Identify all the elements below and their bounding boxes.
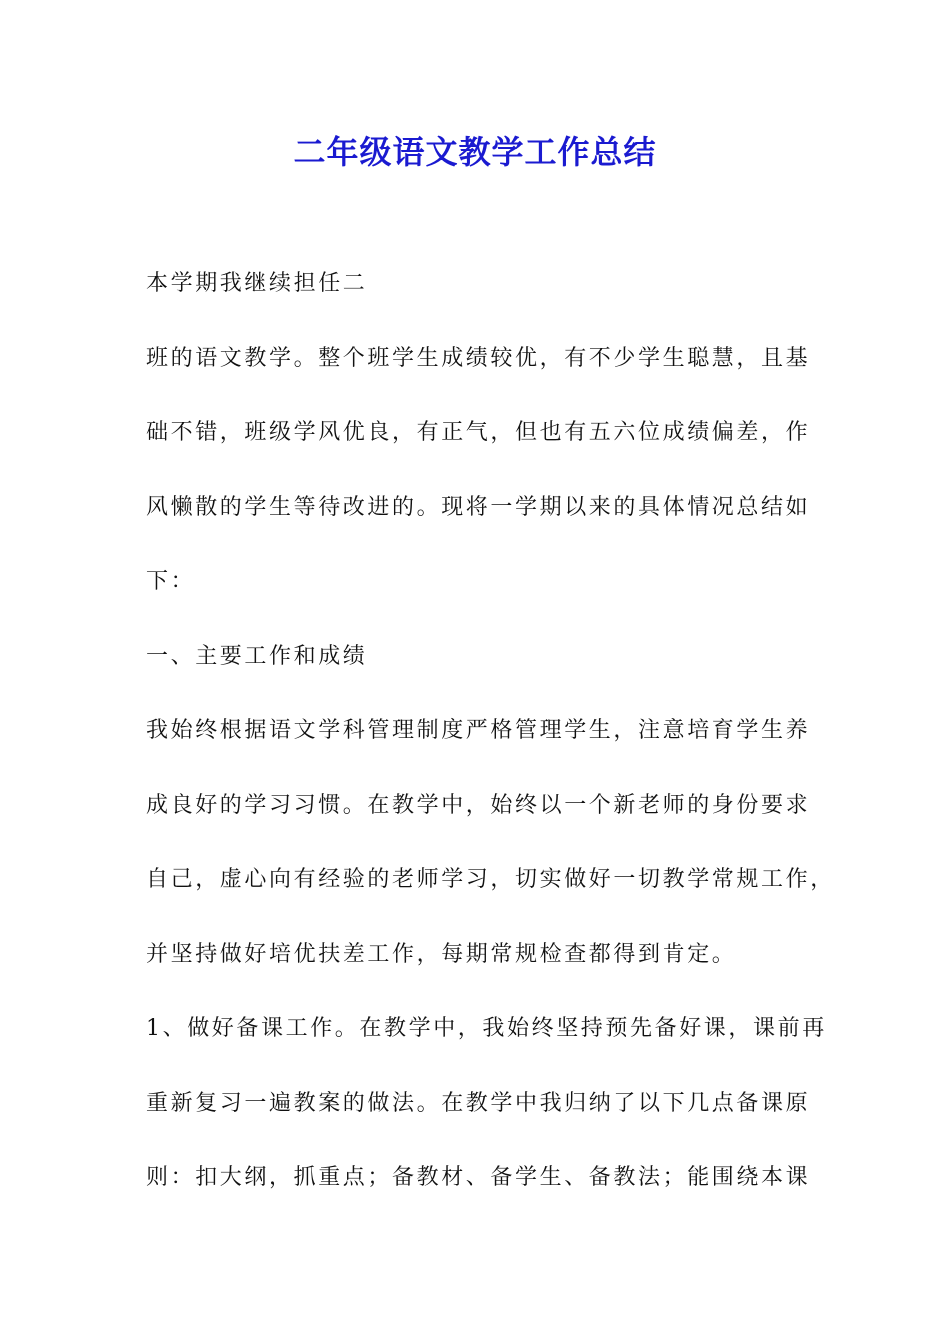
paragraph-line: 下： — [146, 569, 196, 594]
paragraph-line: 重新复习一遍教案的做法。在教学中我归纳了以下几点备课原 — [146, 1091, 811, 1116]
paragraph-line: 我始终根据语文学科管理制度严格管理学生，注意培育学生养 — [146, 718, 811, 743]
paragraph-line: 则：扣大纲，抓重点；备教材、备学生、备教法；能围绕本课 — [146, 1165, 811, 1190]
document-title: 二年级语文教学工作总结 — [293, 133, 657, 171]
paragraph-line: 1、做好备课工作。在教学中，我始终坚持预先备好课，课前再 — [146, 1016, 827, 1041]
paragraph-line: 自己，虚心向有经验的老师学习，切实做好一切教学常规工作， — [146, 867, 835, 892]
paragraph-line: 础不错，班级学风优良，有正气，但也有五六位成绩偏差，作 — [146, 420, 811, 445]
section-heading: 一、主要工作和成绩 — [146, 644, 368, 669]
paragraph-line: 本学期我继续担任二 — [146, 271, 368, 296]
paragraph-line: 并坚持做好培优扶差工作，每期常规检查都得到肯定。 — [146, 942, 737, 967]
paragraph-line: 风懒散的学生等待改进的。现将一学期以来的具体情况总结如 — [146, 495, 811, 520]
paragraph-line: 成良好的学习习惯。在教学中，始终以一个新老师的身份要求 — [146, 793, 811, 818]
paragraph-line: 班的语文教学。整个班学生成绩较优，有不少学生聪慧，且基 — [146, 346, 811, 371]
